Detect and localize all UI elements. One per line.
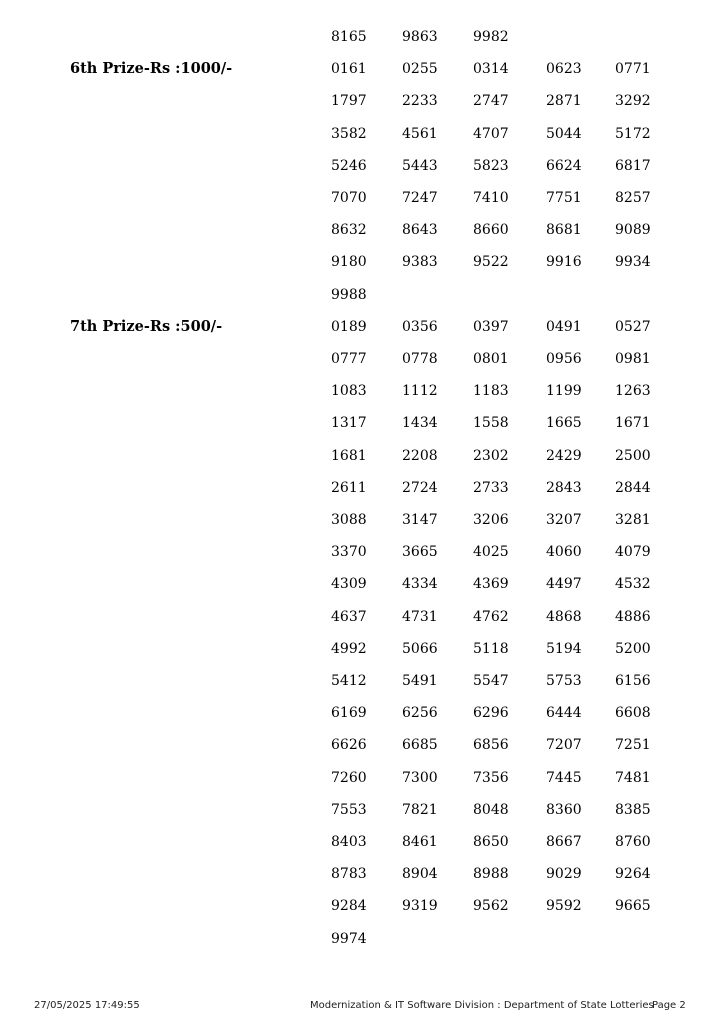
- prize-number-row: [0, 251, 724, 273]
- winning-number: 4731: [402, 608, 438, 625]
- winning-number: 0356: [402, 318, 438, 335]
- winning-number: 5246: [331, 157, 367, 174]
- prize-number-row: [0, 799, 724, 821]
- winning-number: 8650: [473, 834, 509, 850]
- prize-number-row: [0, 734, 724, 756]
- winning-number: 0397: [473, 318, 509, 335]
- winning-number: 2208: [402, 447, 438, 464]
- winning-number: 8760: [615, 834, 651, 850]
- winning-number: 8904: [402, 866, 438, 883]
- winning-number: 7751: [546, 190, 582, 206]
- winning-number: 7207: [546, 737, 582, 754]
- winning-number: 1797: [331, 93, 367, 110]
- footer-division: Modernization & IT Software Division : Department of State Lotteries: [310, 1000, 654, 1011]
- winning-number: 7410: [473, 190, 509, 206]
- winning-number: 5172: [615, 125, 651, 142]
- winning-number: 6169: [331, 705, 367, 722]
- winning-number: 5044: [546, 125, 582, 142]
- prize-category-label: 7th Prize-Rs :500/-: [70, 317, 223, 335]
- winning-number: 1199: [546, 383, 582, 400]
- winning-number: 8257: [615, 190, 651, 206]
- winning-number: 5194: [546, 640, 582, 657]
- winning-number: 7445: [546, 769, 582, 786]
- winning-number: 5753: [546, 673, 582, 689]
- winning-number: 2611: [331, 479, 367, 496]
- winning-number: 8632: [331, 222, 367, 239]
- winning-number: 9988: [331, 286, 367, 303]
- winning-number: 0981: [615, 351, 651, 367]
- winning-number: 7070: [331, 190, 367, 206]
- winning-number: 4025: [473, 544, 509, 561]
- winning-number: 8165: [331, 29, 367, 45]
- winning-number: 0623: [546, 61, 582, 78]
- winning-number: 9562: [473, 898, 509, 915]
- winning-number: 8681: [546, 222, 582, 239]
- winning-number: 6296: [473, 705, 509, 722]
- winning-number: 3147: [402, 512, 438, 528]
- winning-number: 9592: [546, 898, 582, 915]
- winning-number: 9916: [546, 254, 582, 271]
- winning-number: 3207: [546, 512, 582, 528]
- winning-number: 8461: [402, 834, 438, 850]
- prize-number-row: [0, 123, 724, 145]
- prize-number-row: [0, 928, 724, 950]
- prize-number-row: [0, 767, 724, 789]
- winning-number: 1317: [331, 415, 367, 432]
- winning-number: 3582: [331, 125, 367, 142]
- winning-number: 9974: [331, 930, 367, 947]
- prize-number-row: [0, 412, 724, 434]
- winning-number: 5823: [473, 157, 509, 174]
- prize-number-row: [0, 58, 724, 80]
- winning-number: 6444: [546, 705, 582, 722]
- winning-number: 5118: [473, 640, 509, 657]
- winning-number: 4079: [615, 544, 651, 561]
- winning-number: 1083: [331, 383, 367, 400]
- winning-number: 6626: [331, 737, 367, 754]
- winning-number: 9934: [615, 254, 651, 271]
- winning-number: 3206: [473, 512, 509, 528]
- winning-number: 9284: [331, 898, 367, 915]
- prize-number-row: [0, 187, 724, 209]
- winning-number: 9264: [615, 866, 651, 883]
- winning-number: 1183: [473, 383, 509, 400]
- winning-number: 5200: [615, 640, 651, 657]
- winning-number: 4334: [402, 576, 438, 593]
- winning-number: 4309: [331, 576, 367, 593]
- winning-number: 2500: [615, 447, 651, 464]
- winning-number: 9383: [402, 254, 438, 271]
- winning-number: 6685: [402, 737, 438, 754]
- winning-number: 2233: [402, 93, 438, 110]
- prize-number-row: [0, 895, 724, 917]
- winning-number: 5066: [402, 640, 438, 657]
- prize-number-row: [0, 284, 724, 306]
- winning-number: 8403: [331, 834, 367, 850]
- prize-number-row: [0, 380, 724, 402]
- winning-number: 4532: [615, 576, 651, 593]
- winning-number: 0255: [402, 61, 438, 78]
- winning-number: 3665: [402, 544, 438, 561]
- winning-number: 4497: [546, 576, 582, 593]
- winning-number: 4707: [473, 125, 509, 142]
- winning-number: 0161: [331, 61, 367, 78]
- winning-number: 0956: [546, 351, 582, 367]
- winning-number: 2733: [473, 479, 509, 496]
- prize-number-row: [0, 702, 724, 724]
- winning-number: 4637: [331, 608, 367, 625]
- prize-number-row: [0, 445, 724, 467]
- prize-number-row: [0, 638, 724, 660]
- winning-number: 0778: [402, 351, 438, 367]
- winning-number: 8048: [473, 801, 509, 818]
- winning-number: 8385: [615, 801, 651, 818]
- winning-number: 6624: [546, 157, 582, 174]
- winning-number: 3281: [615, 512, 651, 528]
- winning-number: 9089: [615, 222, 651, 239]
- winning-number: 1671: [615, 415, 651, 432]
- prize-number-row: [0, 477, 724, 499]
- winning-number: 9665: [615, 898, 651, 915]
- winning-number: 6856: [473, 737, 509, 754]
- winning-number: 5443: [402, 157, 438, 174]
- winning-number: 1112: [402, 383, 438, 400]
- winning-number: 3088: [331, 512, 367, 528]
- winning-number: 6608: [615, 705, 651, 722]
- prize-category-label: 6th Prize-Rs :1000/-: [70, 60, 233, 78]
- winning-number: 1558: [473, 415, 509, 432]
- winning-number: 4762: [473, 608, 509, 625]
- winning-number: 5491: [402, 673, 438, 689]
- winning-number: 7251: [615, 737, 651, 754]
- prize-number-row: [0, 573, 724, 595]
- winning-number: 1263: [615, 383, 651, 400]
- winning-number: 4369: [473, 576, 509, 593]
- winning-number: 3370: [331, 544, 367, 561]
- winning-number: 2871: [546, 93, 582, 110]
- winning-number: 7553: [331, 801, 367, 818]
- winning-number: 1434: [402, 415, 438, 432]
- winning-number: 4561: [402, 125, 438, 142]
- footer-page-number: Page 2: [652, 1000, 686, 1011]
- prize-number-row: [0, 348, 724, 370]
- winning-number: 2429: [546, 447, 582, 464]
- winning-number: 8667: [546, 834, 582, 850]
- prize-number-row: [0, 831, 724, 853]
- winning-number: 1665: [546, 415, 582, 432]
- prize-number-row: [0, 155, 724, 177]
- winning-number: 7260: [331, 769, 367, 786]
- winning-number: 2302: [473, 447, 509, 464]
- prize-number-row: [0, 219, 724, 241]
- winning-number: 7821: [402, 801, 438, 818]
- winning-number: 8643: [402, 222, 438, 239]
- winning-number: 8988: [473, 866, 509, 883]
- winning-number: 0777: [331, 351, 367, 367]
- winning-number: 0527: [615, 318, 651, 335]
- winning-number: 1681: [331, 447, 367, 464]
- winning-number: 9982: [473, 29, 509, 45]
- winning-number: 7300: [402, 769, 438, 786]
- winning-number: 9029: [546, 866, 582, 883]
- winning-number: 2843: [546, 479, 582, 496]
- prize-number-row: [0, 90, 724, 112]
- prize-number-row: [0, 670, 724, 692]
- winning-number: 0491: [546, 318, 582, 335]
- prize-number-row: [0, 541, 724, 563]
- winning-number: 4886: [615, 608, 651, 625]
- winning-number: 9180: [331, 254, 367, 271]
- winning-number: 5412: [331, 673, 367, 689]
- winning-number: 6817: [615, 157, 651, 174]
- winning-number: 8360: [546, 801, 582, 818]
- winning-number: 2844: [615, 479, 651, 496]
- winning-number: 0314: [473, 61, 509, 78]
- winning-number: 9522: [473, 254, 509, 271]
- winning-number: 2747: [473, 93, 509, 110]
- prize-number-row: [0, 316, 724, 338]
- footer-timestamp: 27/05/2025 17:49:55: [34, 1000, 140, 1011]
- winning-number: 0189: [331, 318, 367, 335]
- winning-number: 6156: [615, 673, 651, 689]
- winning-number: 4060: [546, 544, 582, 561]
- winning-number: 9863: [402, 29, 438, 45]
- winning-number: 4868: [546, 608, 582, 625]
- winning-number: 5547: [473, 673, 509, 689]
- winning-number: 7481: [615, 769, 651, 786]
- winning-number: 6256: [402, 705, 438, 722]
- winning-number: 8660: [473, 222, 509, 239]
- winning-number: 2724: [402, 479, 438, 496]
- winning-number: 7356: [473, 769, 509, 786]
- winning-number: 4992: [331, 640, 367, 657]
- prize-number-row: [0, 863, 724, 885]
- prize-number-row: [0, 26, 724, 48]
- winning-number: 9319: [402, 898, 438, 915]
- winning-number: 0771: [615, 61, 651, 78]
- prize-number-row: [0, 509, 724, 531]
- winning-number: 3292: [615, 93, 651, 110]
- winning-number: 8783: [331, 866, 367, 883]
- winning-number: 0801: [473, 351, 509, 367]
- winning-number: 7247: [402, 190, 438, 206]
- prize-number-row: [0, 606, 724, 628]
